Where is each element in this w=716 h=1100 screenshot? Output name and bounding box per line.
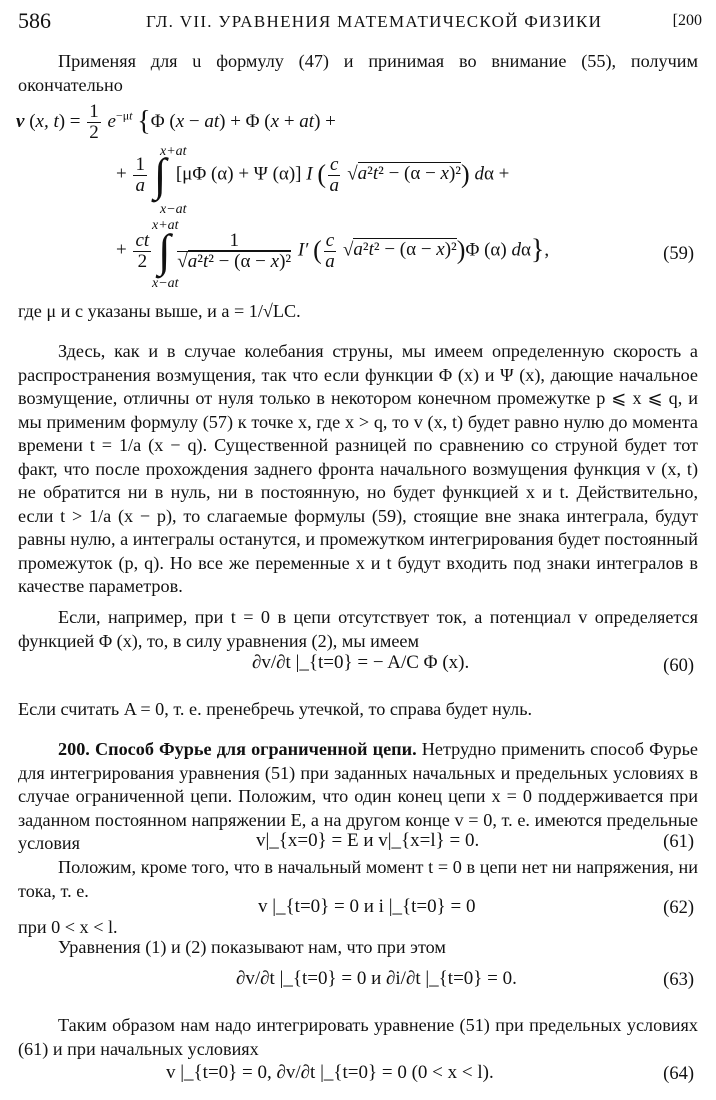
paragraph-current: Если, например, при t = 0 в цепи отсутствует ток, а потенциал v определяется функцией Φ (x), то, в силу уравнения (2), мы имеем [18, 607, 698, 651]
eq63-number: (63) [663, 970, 694, 990]
equation-64: v |_{t=0} = 0, ∂v/∂t |_{t=0} = 0 (0 < x < l). [166, 1062, 494, 1083]
paragraph-equations: Уравнения (1) и (2) показывают нам, что при этом [58, 937, 446, 957]
page-number: 586 [18, 8, 51, 33]
paragraph-integrate: Таким образом нам надо интегрировать уравнение (51) при предельных условиях (61) и при начальных условиях [18, 1015, 698, 1059]
section-heading: 200. Способ Фурье для ограниченной цепи. [58, 739, 417, 759]
running-header [18, 8, 702, 34]
section-200: 200. Способ Фурье для ограниченной цепи. Нетрудно применить способ Фурье для интегрирования уравнения (51) при заданных начальных и предельных условиях в случае ограниченной цепи. Положим, что один конец цепи x = 0 поддерживается при заданном постоянном напряжении E, а на другом конце v = 0, т. е. имеются предельные условия [18, 739, 698, 853]
section-mark: [200 [672, 12, 702, 29]
equation-61: v|_{x=0} = E и v|_{x=l} = 0. [256, 830, 480, 851]
paragraph-initial: Положим, кроме того, что в начальный момент t = 0 в цепи нет ни напряжения, ни тока, т. е. [18, 857, 698, 901]
paragraph-velocity: Здесь, как и в случае колебания струны, мы имеем определенную скорость a распространения возмущения, так что если функции Φ (x) и Ψ (x), дающие начальное возмущение, отличны от нуля только в некотором конечном промежутке p ⩽ x ⩽ q, и мы применим формулу (57) к точке x, где x > q, то v (x, t) будет равно нулю до момента времени t = 1/a (x − q). Существенной разницей по сравнению со струной будет тот факт, что после прохождения заднего фронта начального возмущения функция v (x, t) не обратится ни в нуль, ни в постоянную, но будет функцией x и t. Действительно, если t > 1/a (x − p), то слагаемые формулы (59), стоящие вне знака интеграла, будут равны нулю, а интегралы останутся, и промежутком интегрирования будет постоянный промежуток (p, q). Но все же переменные x и t будут входить под знаки интегралов в качестве параметров. [18, 341, 698, 596]
paragraph-range: при 0 < x < l. [18, 917, 118, 937]
paragraph-leakage: Если считать A = 0, т. е. пренебречь утечкой, то справа будет нуль. [18, 699, 533, 719]
eq61-number: (61) [663, 832, 694, 852]
eq59-line1: v (x, t) = $\frac{1}{2}$ $e^{-\mu t}$ {Φ (x − at) + Φ (x + at) + [16, 101, 336, 143]
paragraph-intro: Применяя для u формулу (47) и принимая во внимание (55), получим окончательно [18, 51, 698, 95]
eq60-number: (60) [663, 656, 694, 676]
eq59-number: (59) [663, 244, 694, 264]
equation-60: ∂v/∂t |_{t=0} = − A/C Φ (x). [252, 652, 470, 673]
eq59-line2: + $\frac{1}{a}$ ∫ [μΦ (α) + Ψ (α)] I ( $\frac{c}{a}$ √a²t² − (α − x)²) dα + [116, 149, 510, 200]
chapter-title: ГЛ. VII. УРАВНЕНИЯ МАТЕМАТИЧЕСКОЙ ФИЗИКИ [146, 12, 603, 31]
eq64-number: (64) [663, 1064, 694, 1084]
equation-62: v |_{t=0} = 0 и i |_{t=0} = 0 [258, 896, 476, 917]
eq59-line3: + $\frac{ct}{2}$ ∫ $\frac{1}{\text{√a²t² − (α − x)²}}$ I′ ( $\frac{c}{a}$ √a²t² − (α − x)²)Φ (α) dα}, [116, 225, 550, 276]
paragraph-mu-c: где μ и c указаны выше, и a = 1/√LC. [18, 301, 301, 321]
equation-59: v (x, t) = $\frac{1}{2}$ $e^{-\mu t}$ {Φ (x − at) + Φ (x + at) + + $\frac{1}{a}$ ∫ [μΦ (α) + Ψ (α)] I ( $\frac{c}{a}$ √a²t² − (α − x)²) dα + x+at x−at + $\frac{ct}{2}$ ∫ $\frac{1}{\text{√a²t² − (α − x)²}}$ I′ ( $\frac{c}{a}$ √a²t² − (α − x)²)Φ (α) dα}, x+at x−at (59) [16, 101, 694, 291]
eq62-number: (62) [663, 898, 694, 918]
equation-63: ∂v/∂t |_{t=0} = 0 и ∂i/∂t |_{t=0} = 0. [236, 968, 517, 989]
